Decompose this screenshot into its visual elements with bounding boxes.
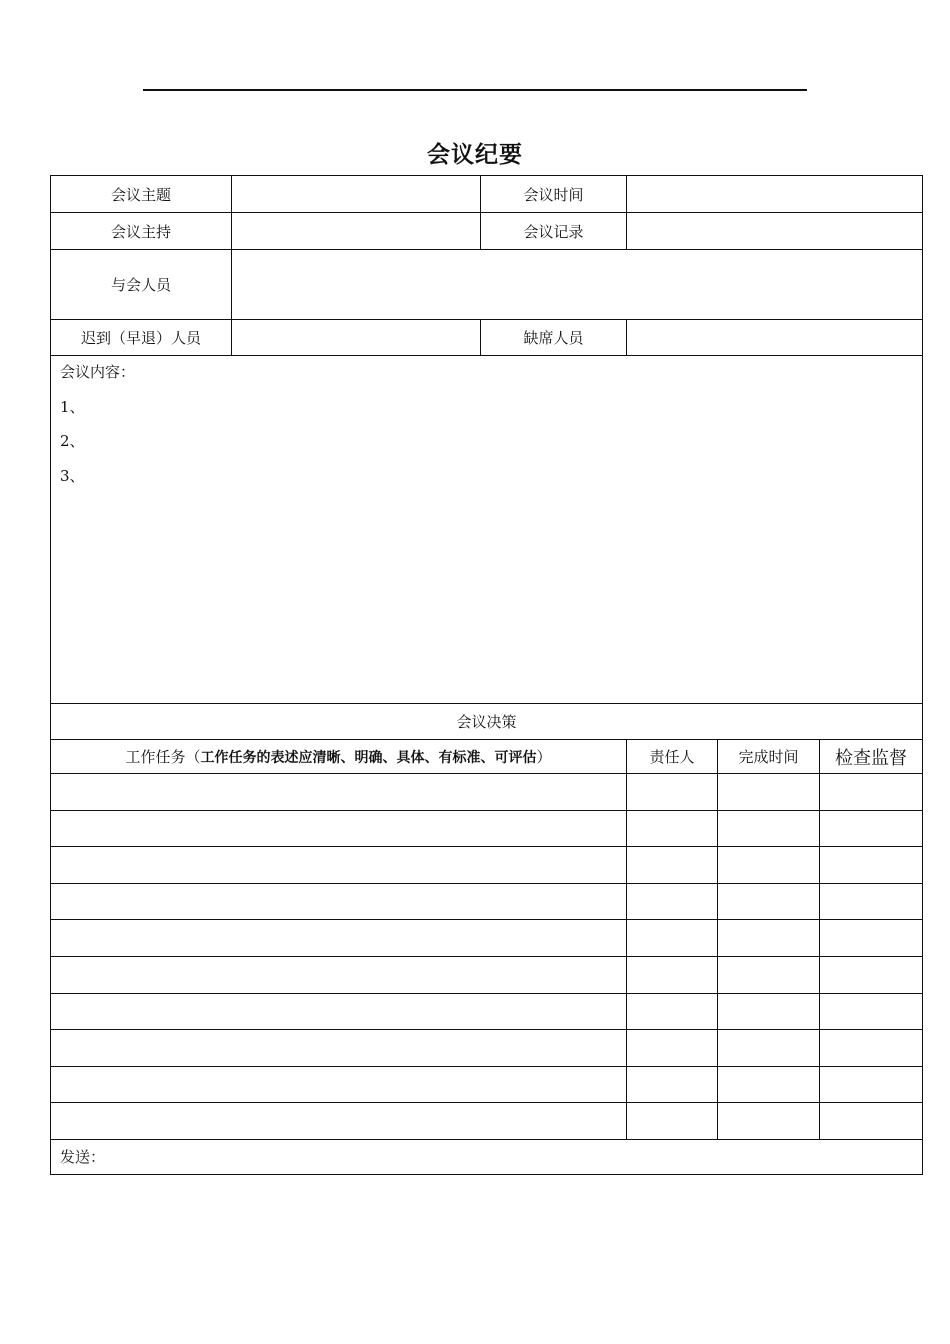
owner-cell[interactable] — [627, 920, 718, 957]
check-column-header: 检查监督 — [820, 740, 923, 774]
task-column-header — [51, 740, 627, 774]
check-cell[interactable] — [820, 993, 923, 1030]
decisions-table — [50, 703, 923, 1175]
late-label: 迟到（早退）人员 — [51, 320, 232, 356]
decisions-title: 会议决策 — [51, 704, 923, 740]
task-header-prefix: 工作任务（ — [125, 748, 201, 766]
check-cell[interactable] — [820, 883, 923, 920]
task-row — [51, 1103, 923, 1140]
due-cell[interactable] — [718, 1103, 820, 1140]
check-cell[interactable] — [820, 774, 923, 811]
check-cell[interactable] — [820, 1030, 923, 1067]
due-column-header: 完成时间 — [718, 740, 820, 774]
owner-cell[interactable] — [627, 1103, 718, 1140]
task-row — [51, 1066, 923, 1103]
content-item-3: 3、 — [60, 466, 85, 485]
check-cell[interactable] — [820, 920, 923, 957]
task-row — [51, 774, 923, 811]
content-item-2: 2、 — [60, 432, 85, 450]
time-label: 会议时间 — [481, 176, 627, 213]
task-row — [51, 883, 923, 920]
due-cell[interactable] — [718, 883, 820, 920]
task-cell[interactable] — [51, 883, 627, 920]
check-cell[interactable] — [820, 810, 923, 847]
check-cell[interactable] — [820, 1066, 923, 1103]
attendees-field[interactable] — [232, 250, 923, 320]
meeting-content-cell[interactable] — [51, 356, 923, 704]
task-row — [51, 920, 923, 957]
due-cell[interactable] — [718, 847, 820, 884]
task-row — [51, 956, 923, 993]
absent-label: 缺席人员 — [481, 320, 627, 356]
host-label: 会议主持 — [51, 213, 232, 250]
due-cell[interactable] — [718, 810, 820, 847]
check-cell[interactable] — [820, 1103, 923, 1140]
due-cell[interactable] — [718, 956, 820, 993]
owner-cell[interactable] — [627, 1030, 718, 1067]
send-label: 发送： — [60, 1148, 106, 1167]
page-title: 会议纪要 — [427, 142, 523, 168]
due-cell[interactable] — [718, 1030, 820, 1067]
task-cell[interactable] — [51, 920, 627, 957]
absent-field[interactable] — [627, 320, 923, 356]
task-cell[interactable] — [51, 810, 627, 847]
attendees-label: 与会人员 — [51, 250, 232, 320]
task-cell[interactable] — [51, 774, 627, 811]
owner-cell[interactable] — [627, 774, 718, 811]
task-cell[interactable] — [51, 993, 627, 1030]
task-row — [51, 810, 923, 847]
task-header-note: 工作任务的表述应清晰、明确、具体、有标准、可评估 — [200, 750, 537, 766]
task-cell[interactable] — [51, 847, 627, 884]
late-field[interactable] — [232, 320, 481, 356]
content-label: 会议内容： — [60, 363, 136, 381]
topic-label: 会议主题 — [51, 176, 232, 213]
owner-cell[interactable] — [627, 847, 718, 884]
task-header-suffix: ） — [536, 748, 552, 766]
header-rule — [143, 89, 807, 91]
task-row — [51, 993, 923, 1030]
owner-cell[interactable] — [627, 883, 718, 920]
task-rows — [51, 774, 923, 1140]
owner-cell[interactable] — [627, 993, 718, 1030]
owner-cell[interactable] — [627, 956, 718, 993]
task-row — [51, 847, 923, 884]
task-cell[interactable] — [51, 1103, 627, 1140]
check-cell[interactable] — [820, 847, 923, 884]
due-cell[interactable] — [718, 993, 820, 1030]
topic-field[interactable] — [232, 176, 481, 213]
task-cell[interactable] — [51, 1030, 627, 1067]
record-field[interactable] — [627, 213, 923, 250]
due-cell[interactable] — [718, 920, 820, 957]
owner-cell[interactable] — [627, 1066, 718, 1103]
due-cell[interactable] — [718, 1066, 820, 1103]
meeting-info-table — [50, 175, 923, 704]
content-item-1: 1、 — [60, 397, 85, 416]
due-cell[interactable] — [718, 774, 820, 811]
check-cell[interactable] — [820, 956, 923, 993]
task-row — [51, 1030, 923, 1067]
task-cell[interactable] — [51, 1066, 627, 1103]
owner-cell[interactable] — [627, 810, 718, 847]
record-label: 会议记录 — [481, 213, 627, 250]
owner-column-header: 责任人 — [627, 740, 718, 774]
send-cell[interactable] — [51, 1139, 923, 1174]
host-field[interactable] — [232, 213, 481, 250]
task-cell[interactable] — [51, 956, 627, 993]
time-field[interactable] — [627, 176, 923, 213]
